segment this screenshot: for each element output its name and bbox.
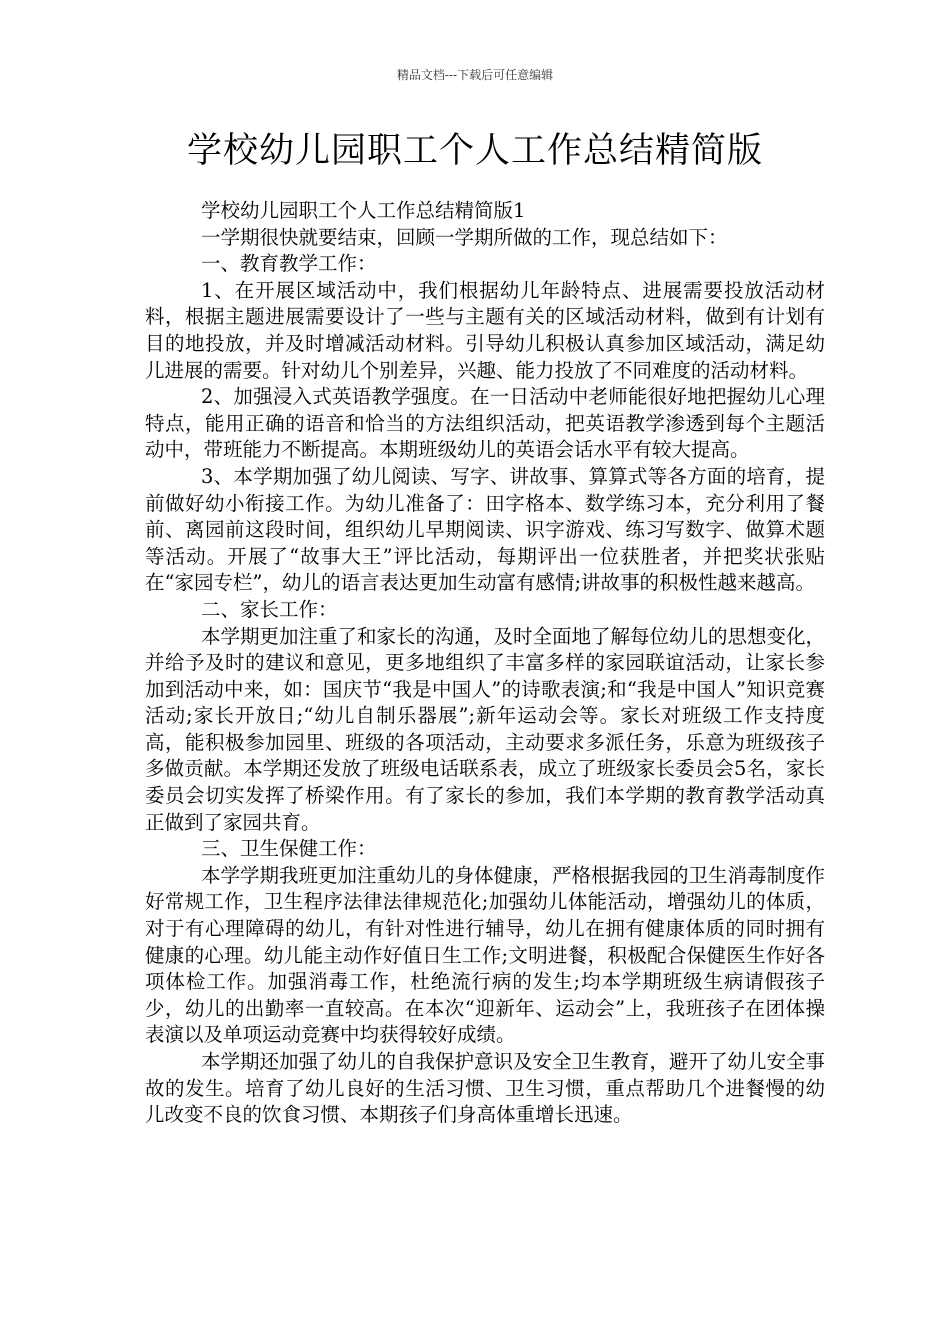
document-title: 学校幼儿园职工个人工作总结精简版 bbox=[186, 131, 763, 171]
section-heading-parents: 二、家长工作： bbox=[201, 597, 338, 621]
health-paragraph-1: 本学学期我班更加注重幼儿的身体健康，严格根据我园的卫生消毒制度作好常规工作，卫生程序法律法律规范化;加强幼儿体能活动，增强幼儿的体质，对于有心理障碍的幼儿，有针对性进行辅导，幼儿在拥有健康体质的同时拥有健康的心理。幼儿能主动作好值日生工作;文明进餐，积极配合保健医生作好各项体检工作。加强消毒工作，杜绝流行病的发生;均本学期班级生病请假孩子少，幼儿的出勤率一直较高。在本次“迎新年、运动会”上，我班孩子在团体操表演以及单项运动竞赛中均获得较好成绩。 bbox=[145, 863, 826, 1047]
teaching-item-1: 1、在开展区域活动中，我们根据幼儿年龄特点、进展需要投放活动材料，根据主题进展需要设计了一些与主题有关的区域活动材料，做到有计划有目的地投放，并及时增减活动材料。引导幼儿积极认真参加区域活动，满足幼儿进展的需要。针对幼儿个别差异，兴趣、能力投放了不同难度的活动材料。 bbox=[145, 278, 825, 382]
document-body bbox=[145, 198, 825, 1129]
section-heading-health: 三、卫生保健工作： bbox=[201, 837, 377, 861]
subtitle-paragraph: 学校幼儿园职工个人工作总结精简版1 bbox=[201, 199, 526, 222]
health-paragraph-2: 本学期还加强了幼儿的自我保护意识及安全卫生教育，避开了幼儿安全事故的发生。培育了幼儿良好的生活习惯、卫生习惯，重点帮助几个进餐慢的幼儿改变不良的饮食习惯、本期孩子们身高体重增长迅速。 bbox=[145, 1050, 826, 1127]
teaching-item-2: 2、加强浸入式英语教学强度。在一日活动中老师能很好地把握幼儿心理特点，能用正确的语音和恰当的方法组织活动，把英语教学渗透到每个主题活动中，带班能力不断提高。本期班级幼儿的英语会话水平有较大提高。 bbox=[145, 385, 825, 462]
section-heading-teaching: 一、教育教学工作： bbox=[201, 252, 377, 276]
teaching-item-3: 3、本学期加强了幼儿阅读、写字、讲故事、算算式等各方面的培育，提前做好幼小衔接工作。为幼儿准备了：田字格本、数学练习本，充分利用了餐前、离园前这段时间，组织幼儿早期阅读、识字游戏、练习写数字、做算术题等活动。开展了“故事大王”评比活动，每期评出一位获胜者，并把奖状张贴在“家园专栏”，幼儿的语言表达更加生动富有感情;讲故事的积极性越来越高。 bbox=[145, 464, 825, 595]
header-note: 精品文档---下载后可任意编辑 bbox=[396, 68, 554, 82]
intro-paragraph: 一学期很快就要结束，回顾一学期所做的工作，现总结如下： bbox=[201, 225, 728, 249]
parents-paragraph: 本学期更加注重了和家长的沟通，及时全面地了解每位幼儿的思想变化，并给予及时的建议和意见，更多地组织了丰富多样的家园联谊活动，让家长参加到活动中来，如：国庆节“我是中国人”的诗歌表演;和“我是中国人”知识竞赛活动;家长开放日;“幼儿自制乐器展”;新年运动会等。家长对班级工作支持度高，能积极参加园里、班级的各项活动，主动要求多派任务，乐意为班级孩子多做贡献。本学期还发放了班级电话联系表，成立了班级家长委员会5名，家长委员会切实发挥了桥梁作用。有了家长的参加，我们本学期的教育教学活动真正做到了家园共育。 bbox=[145, 624, 826, 834]
